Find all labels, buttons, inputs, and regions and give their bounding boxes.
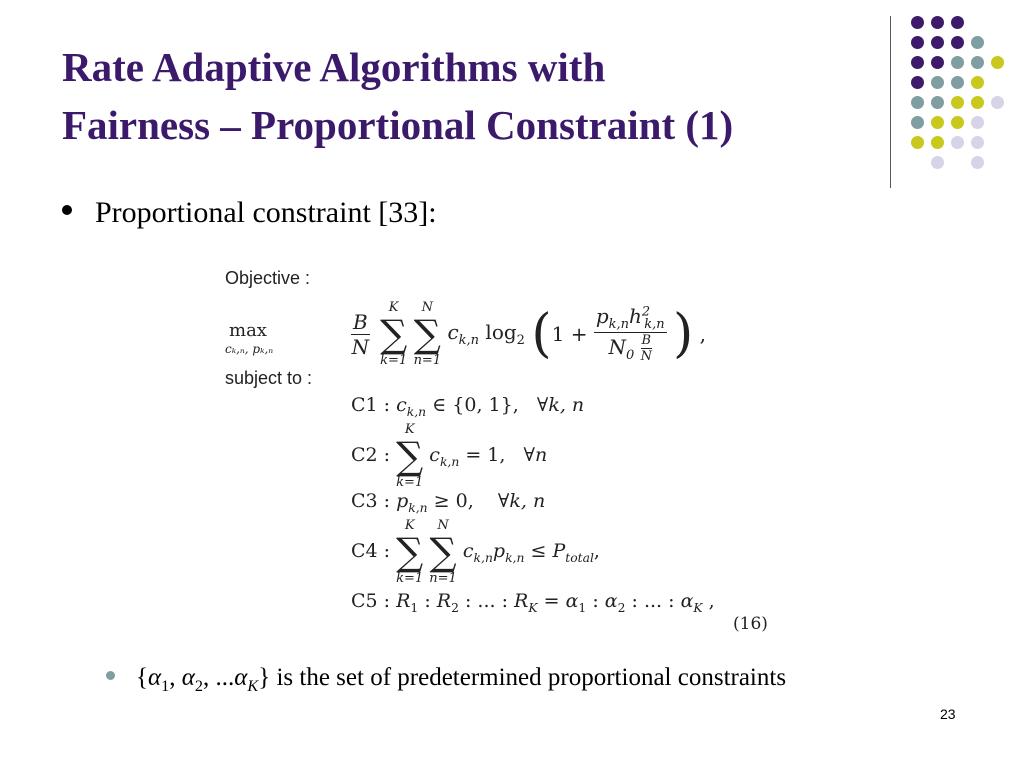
dot xyxy=(991,96,1004,109)
dot xyxy=(971,56,984,69)
dot xyxy=(911,96,924,109)
title-line-2: Fairness – Proportional Constraint (1) xyxy=(62,102,734,148)
dot xyxy=(931,36,944,49)
dot xyxy=(971,36,984,49)
optimization-equation xyxy=(225,264,785,636)
objective-expression: $\frac{B}{N}$ K ∑ k=1 N ∑ n=1 $c_{k,n}$ $\log_2 (1$ + $p_{k,n}h^2_{k,n}$ $N_0$ $\frac{B}{N}$ ) , xyxy=(351,300,706,368)
dot xyxy=(951,36,964,49)
dot xyxy=(931,136,944,149)
dot xyxy=(951,76,964,89)
dot xyxy=(931,76,944,89)
decorative-dot-grid xyxy=(0,0,1024,200)
bullet-dot xyxy=(62,205,72,215)
dot xyxy=(911,76,924,89)
dot xyxy=(931,16,944,29)
dot xyxy=(971,156,984,169)
dot xyxy=(971,116,984,129)
page-number: 23 xyxy=(940,706,956,722)
constraint-c3: C3 : $p_{k,n} \ge 0$, ∀k, n xyxy=(351,490,546,515)
dot xyxy=(931,96,944,109)
dot xyxy=(951,96,964,109)
dot xyxy=(911,16,924,29)
max-operator: max xyxy=(229,320,267,341)
subject-to-label: subject to : xyxy=(225,368,313,388)
constraint-c5: C5 : $R_1$ : $R_2$ : ... : $R_K = \alpha_1$ : $\alpha_2$ : ... : $\alpha_K$ , xyxy=(351,590,715,615)
dot xyxy=(911,36,924,49)
dot xyxy=(951,116,964,129)
constraint-c1: C1 : $c_{k,n}$ ∈ {0, 1}, ∀k, n xyxy=(351,394,585,419)
dot xyxy=(951,16,964,29)
dot xyxy=(931,156,944,169)
dot xyxy=(911,56,924,69)
dot xyxy=(971,136,984,149)
constraint-c4: C4 : K ∑ k=1 N ∑ n=1 $c_{k,n}p_{k,n} \le P_{total}$, xyxy=(351,518,600,586)
dot xyxy=(911,136,924,149)
dot xyxy=(971,96,984,109)
bullet-alpha-text: {$\alpha_1$, $\alpha_2$, $...\alpha_K$} is the set of predetermined proportional constraints xyxy=(136,664,787,695)
bullet-dot xyxy=(106,671,115,680)
dot xyxy=(911,116,924,129)
dot xyxy=(991,56,1004,69)
equation-number: (16) xyxy=(733,614,768,634)
constraint-c2: C2 : K ∑ k=1 $c_{k,n} = 1$, ∀n xyxy=(351,422,548,490)
dot xyxy=(931,116,944,129)
bullet-text: Proportional constraint [33]: xyxy=(95,196,437,229)
dot xyxy=(951,136,964,149)
dot xyxy=(951,56,964,69)
bullet-proportional-constraint xyxy=(62,196,437,230)
max-subscript: cₖ,ₙ, pₖ,ₙ xyxy=(225,342,274,356)
dot xyxy=(931,56,944,69)
bullet-alpha-set xyxy=(106,664,786,696)
objective-label: Objective : xyxy=(225,268,311,288)
title-line-1: Rate Adaptive Algorithms with xyxy=(62,44,606,90)
dot xyxy=(971,76,984,89)
